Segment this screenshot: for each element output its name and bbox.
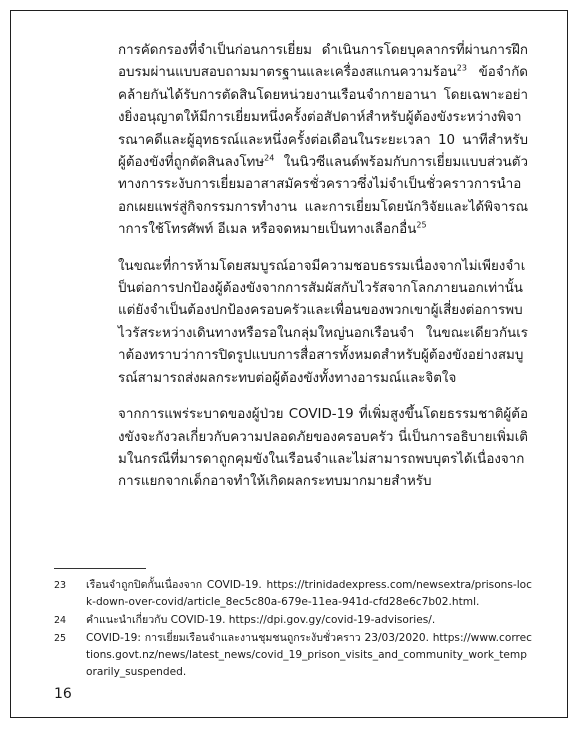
footnote-ref-24[interactable]: 24 bbox=[264, 153, 275, 163]
footnote-text[interactable]: คำแนะนำเกี่ยวกับ COVID-19. https://dpi.gov.gy/covid-19-advisories/. bbox=[86, 614, 436, 626]
footnote-number: 24 bbox=[54, 615, 67, 626]
footnote-text[interactable]: เรือนจำถูกปิดกั้นเนื่องจาก COVID-19. https://trinidadexpress.com/newsextra/prisons-lock-down-over-covid/article_8ec5c80a-679e-11ea-941d-cfd28e6c7b02.html. bbox=[86, 579, 532, 608]
footnote-25 bbox=[54, 630, 532, 681]
footnotes bbox=[54, 577, 532, 682]
footnote-23 bbox=[54, 577, 532, 611]
footnote-ref-25[interactable]: 25 bbox=[416, 220, 427, 230]
page-number: 16 bbox=[54, 686, 72, 702]
footnote-number: 25 bbox=[54, 633, 67, 644]
paragraph-1-text-a: การคัดกรองที่จำเป็นก่อนการเยี่ยม ดำเนินการโดยบุคลากรที่ผ่านการฝึกอบรมผ่านแบบสอบถามมาตรฐานและเครื่องสแกนความร้อน bbox=[118, 43, 528, 81]
paragraph-1-text-c: ในนิวซีแลนด์พร้อมกับการเยี่ยมแบบส่วนตัว ทางการระงับการเยี่ยมอาสาสมัครชั่วคราวซึ่งไม่จำเป็นชั่วคราวการนำออกเผยแพร่สู่กิจกรรมการทำงาน และการเยี่ยมโดยนักวิจัยและได้พิจารณาการใช้โทรศัพท์ อีเมล หรือจดหมายเป็นทางเลือกอื่น bbox=[118, 155, 528, 238]
body-text bbox=[118, 40, 528, 508]
footnote-text[interactable]: COVID-19: การเยี่ยมเรือนจำและงานชุมชนถูกระงับชั่วคราว 23/03/2020. https://www.corrections.govt.nz/news/latest_news/covid_19_prison_visits_and_community_work_temporarily_suspended. bbox=[86, 632, 532, 678]
paragraph-1-text-b: ข้อจำกัดคล้ายกันได้รับการตัดสินโดยหน่วยงานเรือนจำกายอานา โดยเฉพาะอย่างยิ่งอนุญาตให้มีการเยี่ยมหนึ่งครั้งต่อสัปดาห์สำหรับผู้ต้องขังระหว่างพิจารณาคดีและผู้อุทธรณ์และหนึ่งครั้งต่อเดือนในระยะเวลา 10 นาทีสำหรับผู้ต้องขังที่ถูกตัดสินลงโทษ bbox=[118, 65, 528, 171]
paragraph-2: ในขณะที่การห้ามโดยสมบูรณ์อาจมีความชอบธรรมเนื่องจากไม่เพียงจำเป็นต่อการปกป้องผู้ต้องขังจากการสัมผัสกับไวรัสจากโลกภายนอกเท่านั้นแต่ยังจำเป็นต้องปกป้องครอบครัวและเพื่อนของพวกเขาผู้เสี่ยงต่อการพบไวรัสระหว่างเดินทางหรือรอในกลุ่มใหญ่นอกเรือนจำ ในขณะเดียวกันเราต้องทราบว่าการปิดรูปแบบการสื่อสารทั้งหมดสำหรับผู้ต้องขังอย่างสมบูรณ์สามารถส่งผลกระทบต่อผู้ต้องขังทั้งทางอารมณ์และจิตใจ bbox=[118, 258, 528, 386]
footnote-ref-23[interactable]: 23 bbox=[456, 63, 467, 73]
footnote-24 bbox=[54, 612, 532, 629]
paragraph-3: จากการแพร่ระบาดของผู้ป่วย COVID-19 ที่เพิ่มสูงขึ้นโดยธรรมชาติผู้ต้องขังจะกังวลเกี่ยวกับความปลอดภัยของครอบครัว นี่เป็นการอธิบายเพิ่มเติมในกรณีที่มารดาถูกคุมขังในเรือนจำและไม่สามารถพบบุตรได้เนื่องจากการแยกจากเด็กอาจทำให้เกิดผลกระทบมากมายสำหรับ bbox=[118, 407, 528, 490]
paragraph-1 bbox=[118, 40, 528, 242]
footnote-number: 23 bbox=[54, 580, 67, 591]
footnote-divider bbox=[54, 568, 146, 569]
